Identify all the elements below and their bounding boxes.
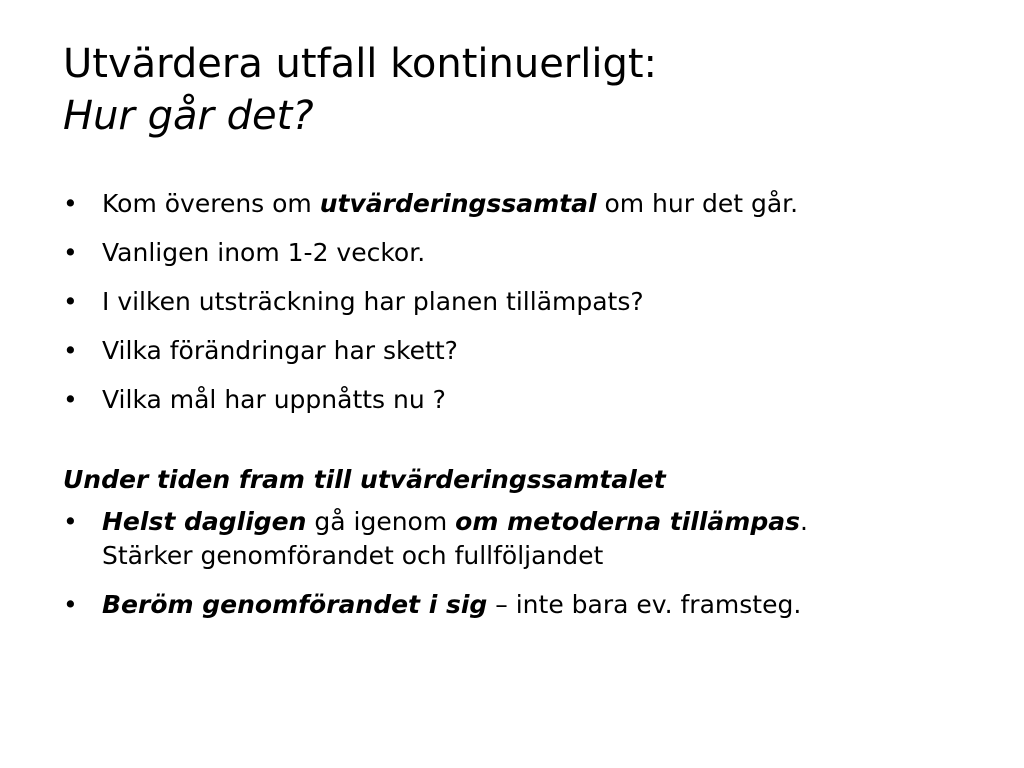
bullet-text-emphasis-2: om metoderna tillämpas — [455, 507, 800, 536]
bullet-text-emphasis: Helst dagligen — [102, 507, 307, 536]
bullet-text: Vanligen inom 1-2 veckor. — [102, 238, 426, 267]
bullet-text-continuation: Stärker genomförandet och fullföljandet — [102, 541, 604, 570]
list-item — [63, 236, 983, 270]
bullet-point: • — [63, 507, 78, 536]
slide-title — [63, 38, 963, 142]
list-item — [63, 285, 983, 319]
slide-body — [63, 187, 983, 637]
section-subheading: Under tiden fram till utvärderingssamtalet — [63, 465, 666, 494]
slide-title-line-1: Utvärdera utfall kontinuerligt: — [63, 41, 658, 87]
bullet-list-top — [63, 187, 983, 417]
section-spacer — [63, 432, 983, 463]
bullet-point: • — [63, 189, 78, 218]
bullet-point: • — [63, 238, 78, 267]
bullet-point: • — [63, 287, 78, 316]
bullet-text-suffix: om hur det går. — [596, 189, 799, 218]
list-item — [63, 187, 983, 221]
bullet-point: • — [63, 336, 78, 365]
bullet-text-emphasis: utvärderingssamtal — [319, 189, 597, 218]
bullet-text-suffix: . — [800, 507, 808, 536]
bullet-list-bottom — [63, 505, 983, 622]
bullet-text-middle: gå igenom — [306, 507, 456, 536]
slide-title-line-2: Hur går det? — [63, 93, 314, 139]
bullet-text: Vilka förändringar har skett? — [102, 336, 458, 365]
bullet-point: • — [63, 590, 78, 619]
bullet-text-emphasis: Beröm genomförandet i sig — [102, 590, 488, 619]
bullet-text: Vilka mål har uppnåtts nu ? — [102, 385, 446, 414]
list-item — [63, 383, 983, 417]
list-item — [63, 505, 983, 573]
list-item — [63, 334, 983, 368]
list-item — [63, 588, 983, 622]
bullet-point: • — [63, 385, 78, 414]
bullet-text: I vilken utsträckning har planen tillämpats? — [102, 287, 644, 316]
bullet-text-prefix: Kom överens om — [102, 189, 320, 218]
bullet-text-suffix: – inte bara ev. framsteg. — [487, 590, 802, 619]
